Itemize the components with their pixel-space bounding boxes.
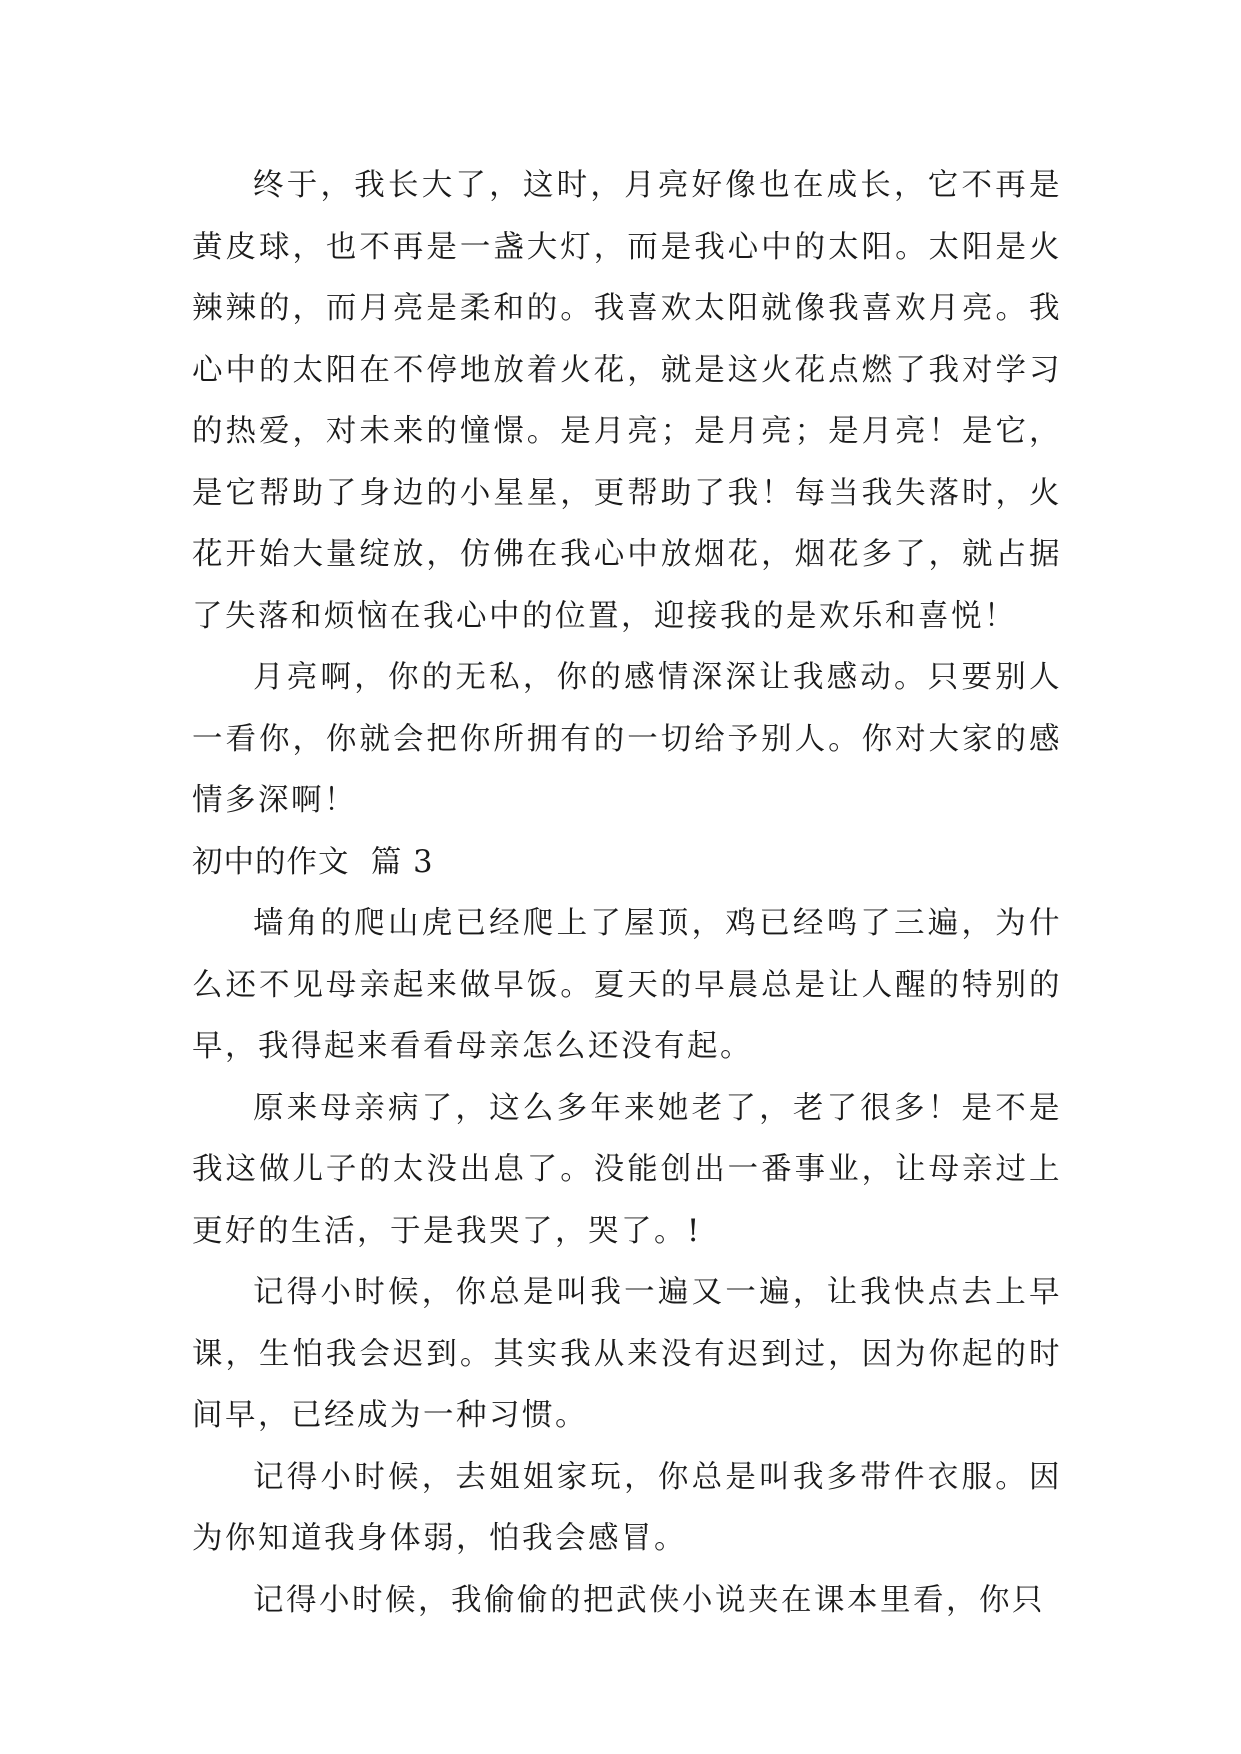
body-paragraph: 墙角的爬山虎已经爬上了屋顶，鸡已经鸣了三遍，为什么还不见母亲起来做早饭。夏天的早晨总是让人醒的特别的早，我得起来看看母亲怎么还没有起。: [192, 906, 1062, 1064]
section-heading: 初中的作文 篇 3: [192, 844, 434, 880]
document-body: [192, 155, 1062, 1631]
body-paragraph: 原来母亲病了，这么多年来她老了，老了很多！是不是我这做儿子的太没出息了。没能创出一番事业，让母亲过上更好的生活，于是我哭了，哭了。!: [192, 1090, 1062, 1249]
body-paragraph: 记得小时候，去姐姐家玩，你总是叫我多带件衣服。因为你知道我身体弱，怕我会感冒。: [192, 1459, 1062, 1556]
body-paragraph: 记得小时候，你总是叫我一遍又一遍，让我快点去上早课，生怕我会迟到。其实我从来没有迟到过，因为你起的时间早，已经成为一种习惯。: [192, 1275, 1062, 1433]
body-paragraph: 终于，我长大了，这时，月亮好像也在成长，它不再是黄皮球，也不再是一盏大灯，而是我心中的太阳。太阳是火辣辣的，而月亮是柔和的。我喜欢太阳就像我喜欢月亮。我心中的太阳在不停地放着火花，就是这火花点燃了我对学习的热爱，对未来的憧憬。是月亮；是月亮；是月亮！是它，是它帮助了身边的小星星，更帮助了我！每当我失落时，火花开始大量绽放，仿佛在我心中放烟花，烟花多了，就占据了失落和烦恼在我心中的位置，迎接我的是欢乐和喜悦！: [192, 168, 1062, 634]
body-paragraph: 月亮啊，你的无私，你的感情深深让我感动。只要别人一看你，你就会把你所拥有的一切给予别人。你对大家的感情多深啊！: [192, 660, 1062, 818]
body-paragraph: 记得小时候，我偷偷的把武侠小说夹在课本里看，你只: [253, 1582, 1045, 1618]
